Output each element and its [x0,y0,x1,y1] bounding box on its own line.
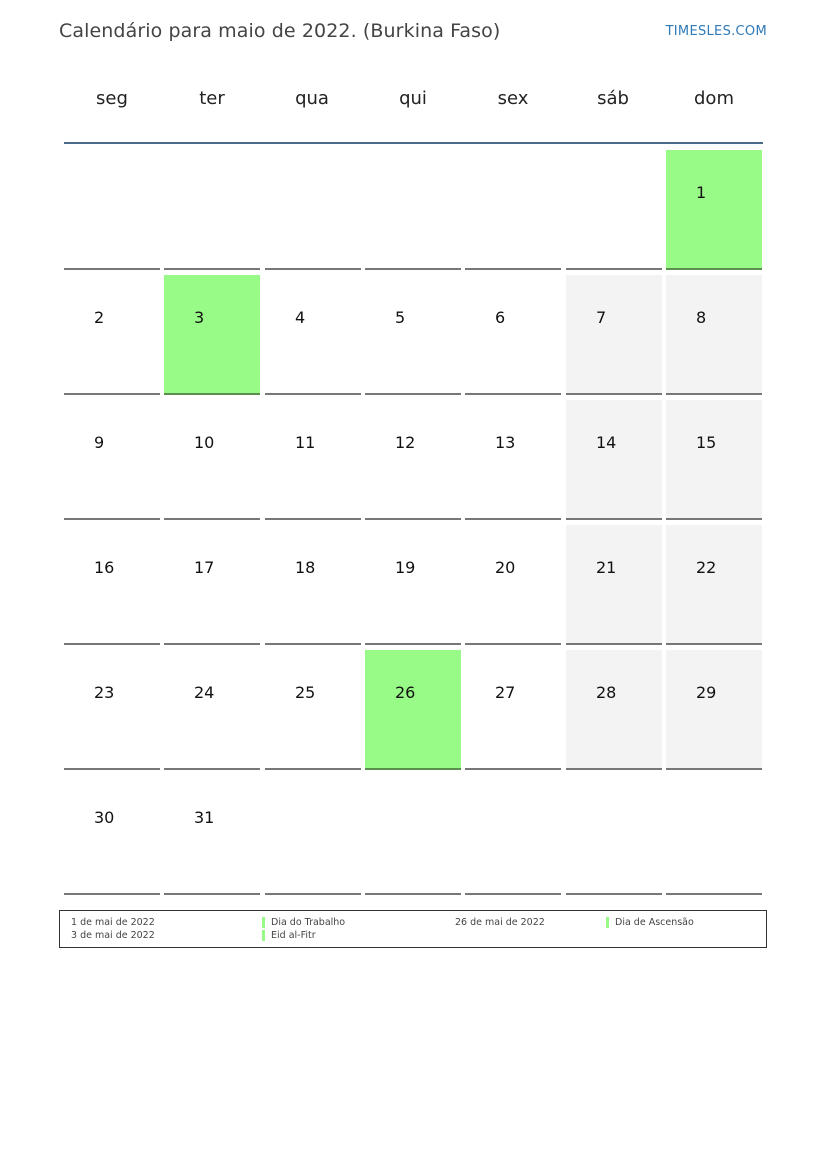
legend-holiday-name: Dia do Trabalho [271,917,346,928]
day-number: 2 [94,308,105,327]
day-number: 16 [94,558,115,577]
legend-date: 3 de mai de 2022 [71,930,155,941]
weekday-header: dom [694,88,734,109]
day-number: 3 [194,308,205,327]
empty-day-cell [265,775,361,895]
day-number: 29 [696,683,717,702]
day-number: 18 [295,558,316,577]
day-cell [265,525,361,645]
empty-day-cell [465,775,561,895]
day-number: 24 [194,683,215,702]
day-number: 25 [295,683,316,702]
day-cell [666,400,762,520]
day-number: 7 [596,308,607,327]
day-cell [164,400,260,520]
day-number: 14 [596,433,617,452]
holiday-day-cell [164,275,260,395]
day-number: 28 [596,683,617,702]
day-cell [465,275,561,395]
day-number: 10 [194,433,215,452]
weekday-header: sex [497,88,529,109]
day-number: 6 [495,308,506,327]
brand-link[interactable]: TIMESLES.COM [665,24,767,39]
empty-day-cell [566,775,662,895]
weekday-header: seg [96,88,128,109]
day-cell [666,525,762,645]
day-number: 13 [495,433,516,452]
day-cell [164,775,260,895]
holiday-legend [59,910,767,948]
header-divider [64,142,763,144]
day-cell [265,650,361,770]
day-number: 17 [194,558,215,577]
legend-holiday-name: Dia de Ascensão [615,917,694,928]
holiday-day-cell [365,650,461,770]
empty-day-cell [265,150,361,270]
day-number: 8 [696,308,707,327]
day-number: 22 [696,558,717,577]
day-number: 27 [495,683,516,702]
day-cell [64,525,160,645]
legend-color-marker [262,917,265,928]
day-cell [164,525,260,645]
weekday-header: qui [399,88,427,109]
holiday-day-cell [666,150,762,270]
empty-day-cell [365,150,461,270]
weekday-header-row [64,88,764,120]
day-number: 1 [696,183,707,202]
weekday-header: ter [199,88,225,109]
day-number: 11 [295,433,316,452]
day-cell [64,775,160,895]
weekday-header: qua [295,88,329,109]
day-cell [64,275,160,395]
day-cell [365,275,461,395]
empty-day-cell [365,775,461,895]
day-cell [666,650,762,770]
empty-day-cell [566,150,662,270]
legend-date: 1 de mai de 2022 [71,917,155,928]
day-cell [566,525,662,645]
day-cell [465,525,561,645]
day-number: 19 [395,558,416,577]
day-cell [566,650,662,770]
legend-date: 26 de mai de 2022 [455,917,545,928]
day-cell [265,400,361,520]
day-cell [365,400,461,520]
day-cell [164,650,260,770]
legend-color-marker [606,917,609,928]
day-cell [64,650,160,770]
day-cell [265,275,361,395]
day-number: 26 [395,683,416,702]
empty-day-cell [666,775,762,895]
empty-day-cell [64,150,160,270]
day-number: 30 [94,808,115,827]
legend-color-marker [262,930,265,941]
empty-day-cell [164,150,260,270]
day-cell [566,275,662,395]
weekday-header: sáb [597,88,629,109]
day-number: 21 [596,558,617,577]
empty-day-cell [465,150,561,270]
day-cell [365,525,461,645]
day-cell [566,400,662,520]
day-cell [64,400,160,520]
day-number: 5 [395,308,406,327]
page-title: Calendário para maio de 2022. (Burkina Faso) [59,20,501,42]
day-cell [666,275,762,395]
day-number: 23 [94,683,115,702]
day-number: 12 [395,433,416,452]
legend-holiday-name: Eid al-Fitr [271,930,316,941]
day-number: 4 [295,308,306,327]
day-number: 31 [194,808,215,827]
day-number: 20 [495,558,516,577]
day-number: 9 [94,433,105,452]
day-cell [465,650,561,770]
day-cell [465,400,561,520]
day-number: 15 [696,433,717,452]
